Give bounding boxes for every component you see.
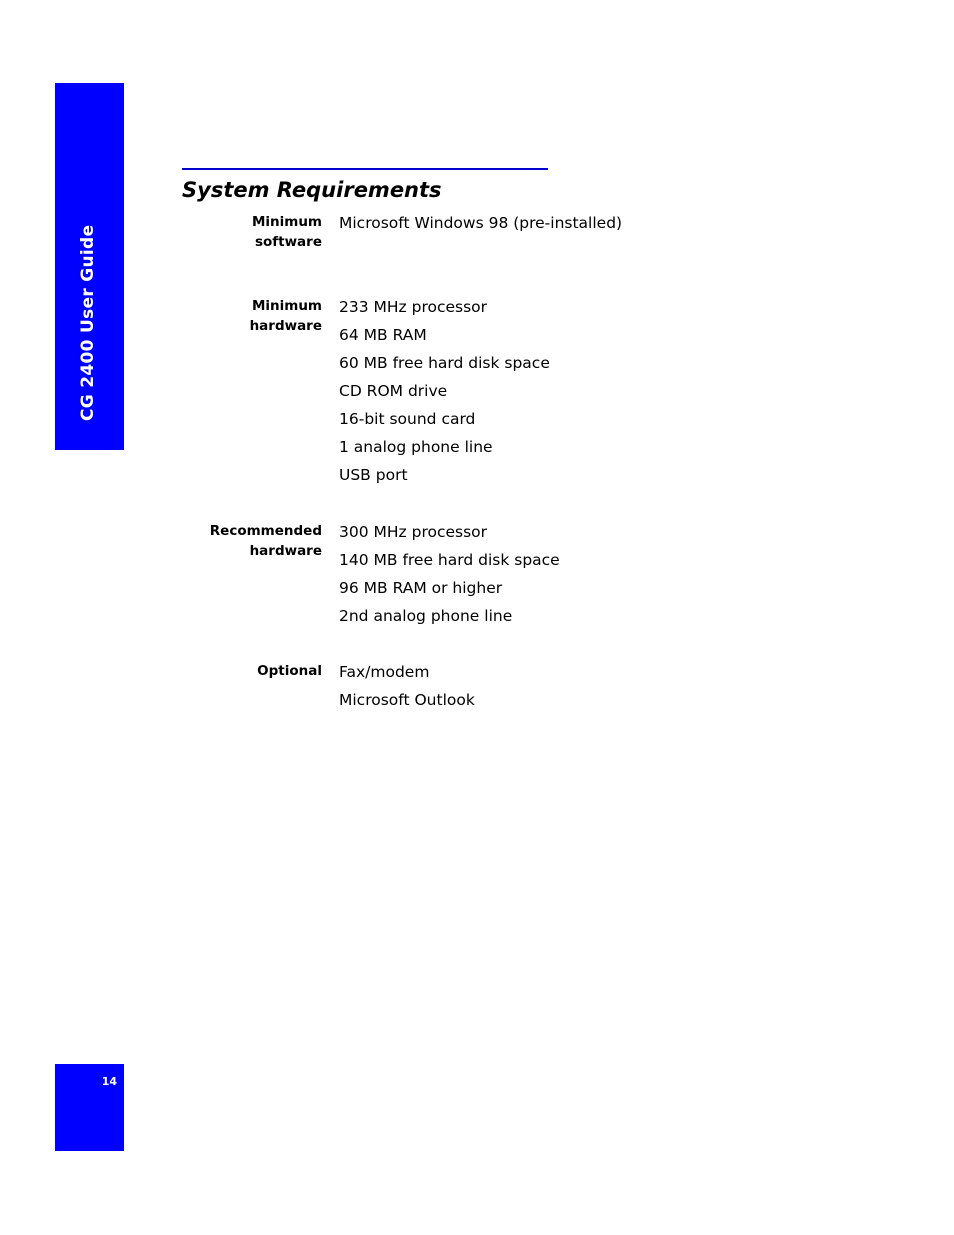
side-tab-title-wrapper [55, 83, 124, 450]
list-item: 16-bit sound card [339, 410, 476, 428]
list-item: 64 MB RAM [339, 326, 427, 344]
requirement-list [339, 518, 560, 630]
section-label-line2: software [254, 234, 322, 250]
section-label [182, 521, 322, 561]
page-number: 14 [101, 1075, 117, 1088]
section-label-line2: hardware [249, 318, 322, 334]
list-item: 60 MB free hard disk space [339, 354, 550, 372]
requirement-list [339, 658, 475, 714]
page-number-tab [55, 1064, 124, 1151]
section-label-line1: Recommended [209, 523, 322, 539]
section-label-line1: Minimum [251, 298, 322, 314]
list-item: 1 analog phone line [339, 438, 493, 456]
list-item: 2nd analog phone line [339, 607, 513, 625]
guide-title: CG 2400 User Guide [78, 224, 98, 421]
section-label-line1: Optional [257, 663, 322, 679]
section-label-line1: Minimum [251, 214, 322, 230]
section-label [182, 212, 322, 252]
requirement-list [339, 209, 622, 237]
list-item: 300 MHz processor [339, 523, 488, 541]
page-title: System Requirements [182, 178, 442, 202]
list-item: CD ROM drive [339, 382, 448, 400]
section-label-line2: hardware [249, 543, 322, 559]
list-item: USB port [339, 466, 408, 484]
list-item: Fax/modem [339, 663, 430, 681]
title-rule [182, 168, 548, 170]
list-item: 140 MB free hard disk space [339, 551, 560, 569]
section-label [182, 661, 322, 681]
list-item: 233 MHz processor [339, 298, 488, 316]
list-item: Microsoft Windows 98 (pre-installed) [339, 214, 623, 232]
list-item: 96 MB RAM or higher [339, 579, 503, 597]
section-label [182, 296, 322, 336]
list-item: Microsoft Outlook [339, 691, 475, 709]
side-tab [55, 83, 124, 450]
requirement-list [339, 293, 550, 489]
